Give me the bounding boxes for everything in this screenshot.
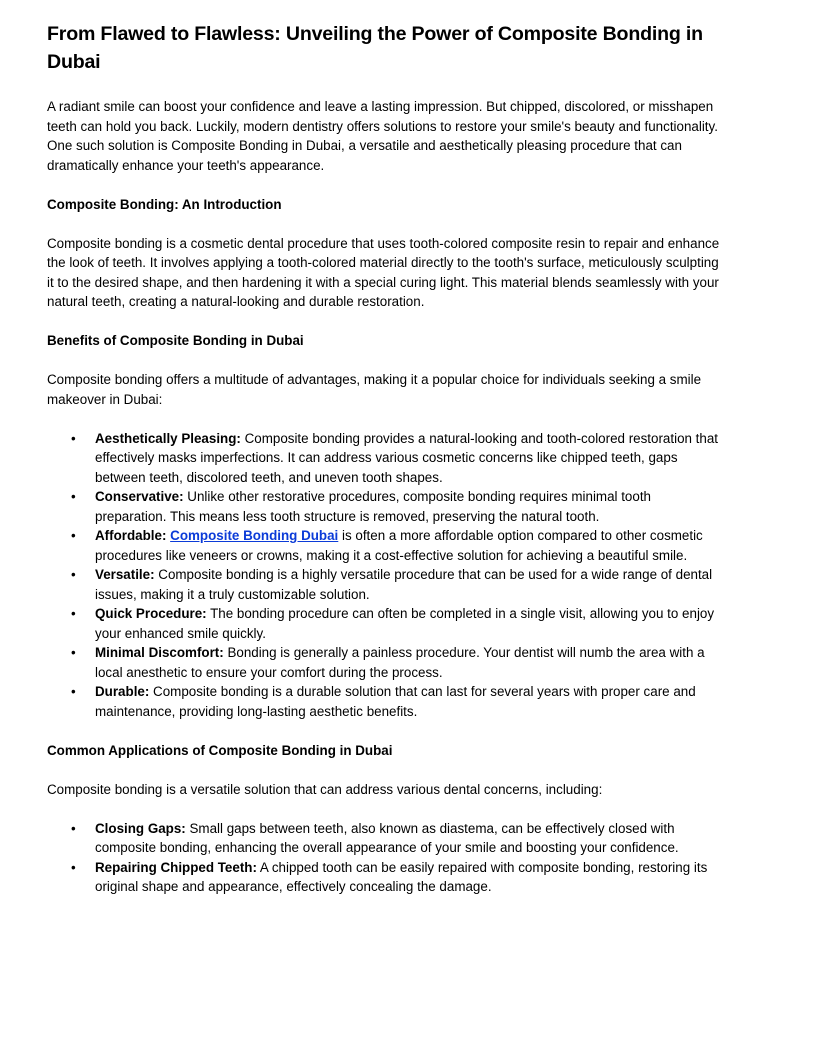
item-label: Quick Procedure: bbox=[95, 606, 207, 621]
list-item bbox=[47, 643, 723, 682]
bullet-icon: • bbox=[71, 645, 76, 660]
item-text: Composite bonding provides a natural-looking and tooth-colored restoration that effectively masks imperfections. It can address various cosmetic concerns like chipped teeth, gaps between teeth, discolored teeth, and uneven tooth shapes. bbox=[95, 430, 719, 485]
bullet-icon: • bbox=[71, 606, 76, 621]
applications-list bbox=[47, 819, 723, 897]
bullet-icon: • bbox=[71, 430, 76, 446]
item-label: Aesthetically Pleasing: bbox=[95, 430, 241, 446]
bullet-icon: • bbox=[71, 820, 76, 836]
page-title: From Flawed to Flawless: Unveiling the Power of Composite Bonding in Dubai bbox=[47, 23, 703, 73]
list-item bbox=[47, 487, 723, 526]
applications-paragraph: Composite bonding is a versatile solution that can address various dental concerns, including: bbox=[47, 781, 603, 797]
item-text: A chipped tooth can be easily repaired with composite bonding, restoring its original shape and appearance, effectively concealing the damage. bbox=[95, 859, 708, 894]
introduction-paragraph: Composite bonding is a cosmetic dental procedure that uses tooth-colored composite resin to repair and enhance the look of teeth. It involves applying a tooth-colored material directly to the tooth's surface, meticulously sculpting it to the desired shape, and then hardening it with a special curing light. This material blends seamlessly with your natural teeth, creating a natural-looking and durable restoration. bbox=[47, 235, 720, 309]
bullet-icon: • bbox=[71, 489, 76, 504]
item-text: Small gaps between teeth, also known as diastema, can be effectively closed with composite bonding, enhancing the overall appearance of your smile and boosting your confidence. bbox=[95, 820, 679, 855]
benefits-paragraph: Composite bonding offers a multitude of advantages, making it a popular choice for individuals seeking a smile makeover in Dubai: bbox=[47, 372, 702, 407]
item-label: Closing Gaps: bbox=[95, 820, 186, 836]
list-item bbox=[47, 682, 723, 721]
item-text: Unlike other restorative procedures, composite bonding requires minimal tooth preparation. This means less tooth structure is removed, preserving the natural tooth. bbox=[95, 489, 651, 524]
list-item bbox=[47, 526, 723, 565]
list-item bbox=[47, 565, 723, 604]
bullet-icon: • bbox=[71, 859, 76, 875]
section-heading-benefits: Benefits of Composite Bonding in Dubai bbox=[47, 333, 304, 348]
item-label: Repairing Chipped Teeth: bbox=[95, 859, 257, 875]
item-text: Bonding is generally a painless procedure. Your dentist will numb the area with a local anesthetic to ensure your comfort during the process. bbox=[95, 645, 705, 680]
item-label: Affordable: bbox=[95, 528, 167, 543]
item-text: is often a more affordable option compared to other cosmetic procedures like veneers or crowns, making it a cost-effective solution for achieving a beautiful smile. bbox=[95, 528, 703, 563]
bullet-icon: • bbox=[71, 684, 76, 699]
item-label: Conservative: bbox=[95, 489, 184, 504]
composite-bonding-dubai-link[interactable]: Composite Bonding Dubai bbox=[170, 528, 339, 543]
section-heading-applications: Common Applications of Composite Bonding in Dubai bbox=[47, 742, 393, 758]
bullet-icon: • bbox=[71, 528, 76, 543]
list-item bbox=[47, 819, 723, 858]
list-item bbox=[47, 429, 723, 488]
section-heading-introduction: Composite Bonding: An Introduction bbox=[47, 196, 282, 212]
item-label: Versatile: bbox=[95, 567, 155, 582]
item-text: Composite bonding is a highly versatile procedure that can be used for a wide range of dental issues, making it a truly customizable solution. bbox=[95, 567, 713, 602]
bullet-icon: • bbox=[71, 567, 76, 582]
item-label: Durable: bbox=[95, 684, 150, 699]
document-page bbox=[47, 20, 723, 916]
item-label: Minimal Discomfort: bbox=[95, 645, 224, 660]
benefits-list bbox=[47, 429, 723, 722]
item-text: Composite bonding is a durable solution that can last for several years with proper care and maintenance, providing long-lasting aesthetic benefits. bbox=[95, 684, 696, 719]
list-item bbox=[47, 604, 723, 643]
intro-paragraph: A radiant smile can boost your confidence and leave a lasting impression. But chipped, discolored, or misshapen teeth can hold you back. Luckily, modern dentistry offers solutions to restore your smile's beauty and functionality. One such solution is Composite Bonding in Dubai, a versatile and aesthetically pleasing procedure that can dramatically enhance your teeth's appearance. bbox=[47, 99, 718, 173]
list-item bbox=[47, 858, 723, 897]
item-text: The bonding procedure can often be completed in a single visit, allowing you to enjoy your enhanced smile quickly. bbox=[95, 606, 715, 641]
